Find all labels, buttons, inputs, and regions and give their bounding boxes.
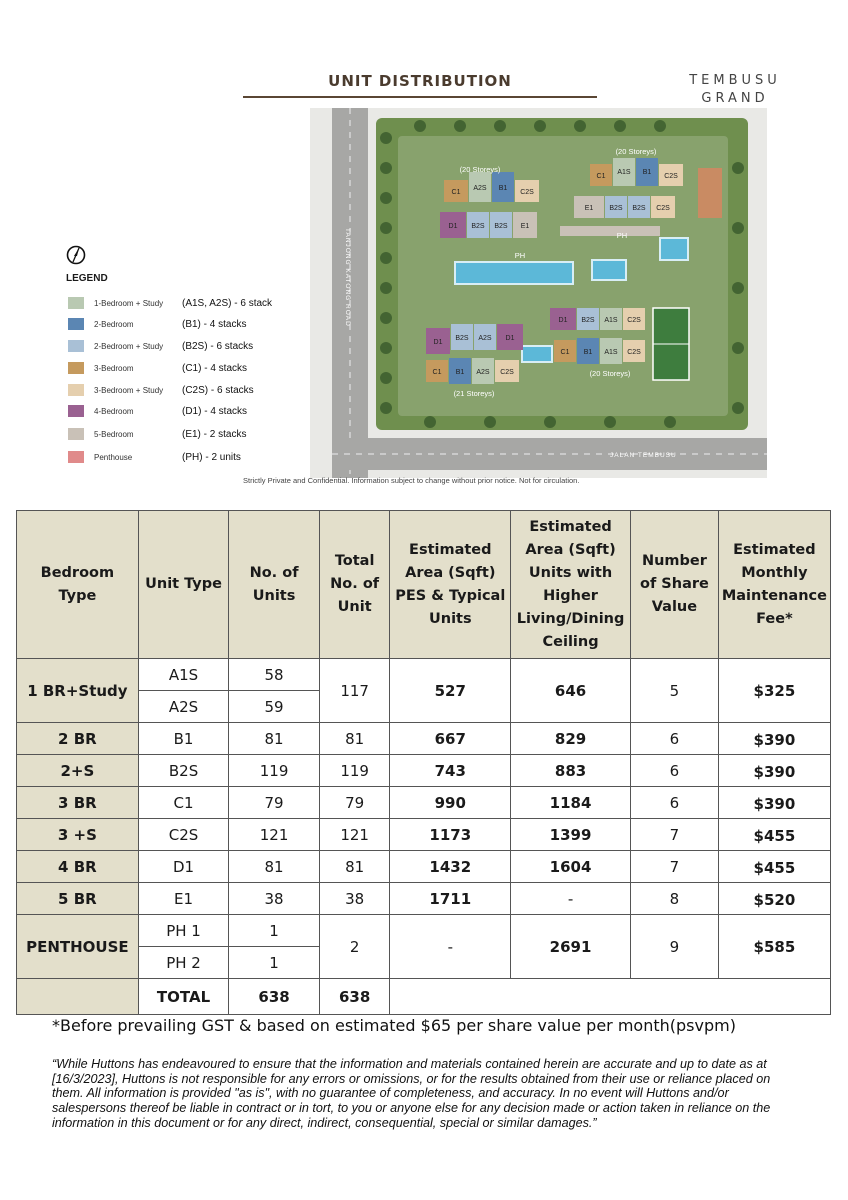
unit-type-cell: PH 2 [138, 947, 229, 979]
road-label-left: TANJONG KATONG ROAD [344, 228, 351, 327]
svg-text:A2S: A2S [473, 185, 487, 192]
legend-item [68, 296, 272, 310]
area-cell: - [390, 915, 511, 979]
unit-type-cell: D1 [138, 851, 229, 883]
units-cell: 58 [229, 659, 319, 691]
svg-text:D1: D1 [558, 317, 568, 324]
legend-swatch [68, 297, 84, 309]
share-cell: 7 [631, 851, 719, 883]
svg-text:D1: D1 [505, 335, 515, 342]
area-high-cell: 1604 [511, 851, 631, 883]
legend-label: 3-Bedroom [94, 363, 134, 373]
table-row [17, 883, 831, 915]
share-cell: 5 [631, 659, 719, 723]
legend-info: (C1) - 4 stacks [182, 362, 248, 374]
legend-swatch [68, 340, 84, 352]
table-row [17, 659, 831, 691]
north-compass-icon [66, 245, 86, 265]
unit-type-cell: B2S [138, 755, 229, 787]
total-cell: 121 [319, 819, 390, 851]
svg-text:B1: B1 [583, 349, 593, 356]
svg-text:(20 Storeys): (20 Storeys) [615, 147, 657, 156]
road-label-bottom: JALAN TEMBUSU [610, 452, 677, 459]
column-header: Number of Share Value [631, 511, 719, 659]
units-cell: 59 [229, 691, 319, 723]
svg-text:E1: E1 [584, 205, 594, 212]
svg-text:PH: PH [616, 231, 628, 240]
legend-item [68, 383, 254, 397]
legend-label: 1-Bedroom + Study [94, 298, 164, 308]
column-header: Estimated Area (Sqft) Units with Higher Living/Dining Ceiling [511, 511, 631, 659]
svg-text:B2S: B2S [581, 317, 595, 324]
svg-text:(21 Storeys): (21 Storeys) [453, 389, 495, 398]
unit-type-cell: PH 1 [138, 915, 229, 947]
area-cell: 667 [390, 723, 511, 755]
total-label-cell: TOTAL [138, 979, 229, 1015]
svg-text:B2S: B2S [471, 223, 485, 230]
area-cell: 1711 [390, 883, 511, 915]
units-cell: 121 [229, 819, 319, 851]
legend-info: (B1) - 4 stacks [182, 318, 247, 330]
legend-item [68, 450, 241, 464]
legend-swatch [68, 428, 84, 440]
legend-item [68, 317, 246, 331]
total-cell: 81 [319, 851, 390, 883]
empty-cell [17, 979, 139, 1015]
ph-label: PH [514, 251, 526, 260]
svg-text:(20 Storeys): (20 Storeys) [589, 369, 631, 378]
unit-type-cell: C2S [138, 819, 229, 851]
legend-swatch [68, 451, 84, 463]
fee-cell: $585 [718, 915, 830, 979]
site-plan-map [310, 108, 767, 478]
unit-type-cell: B1 [138, 723, 229, 755]
column-header: Bedroom Type [17, 511, 139, 659]
swimming-pool [455, 262, 573, 284]
brand-line-2: GRAND [701, 91, 769, 106]
fee-cell: $325 [718, 659, 830, 723]
legend-swatch [68, 405, 84, 417]
legal-disclaimer: “While Huttons has endeavoured to ensure that the information and materials contained herein are accurate and up to date as at [16/3/2023], Huttons is not responsible for any errors or omissions, or for the results obtained from their use or reliance placed on them. All information is provided "as is", with no guarantee of completeness, and accuracy. In no event will Huttons and/or salespersons thereof be liable in contract or in tort, to you or anyone else for any decision made or action taken in reliance on the information in this document or for any direct, indirect, consequential, special or similar damages.” [52, 1057, 771, 1130]
svg-text:B2S: B2S [494, 223, 508, 230]
title-underline [243, 96, 597, 98]
svg-text:B2S: B2S [609, 205, 623, 212]
legend-info: (E1) - 2 stacks [182, 428, 247, 440]
legend-swatch [68, 384, 84, 396]
brand-line-1: TEMBUSU [689, 73, 781, 88]
svg-text:B2S: B2S [632, 205, 646, 212]
legend-label: Penthouse [94, 452, 133, 462]
fee-cell: $390 [718, 787, 830, 819]
share-cell: 8 [631, 883, 719, 915]
page-title: UNIT DISTRIBUTION [328, 72, 512, 90]
svg-text:C2S: C2S [520, 189, 534, 196]
fee-cell: $390 [718, 755, 830, 787]
area-high-cell: 1184 [511, 787, 631, 819]
svg-text:A2S: A2S [478, 335, 492, 342]
bedroom-type-cell: 2+S [17, 755, 139, 787]
area-cell: 527 [390, 659, 511, 723]
svg-text:E1: E1 [520, 223, 530, 230]
share-cell: 9 [631, 915, 719, 979]
legend-swatch [68, 362, 84, 374]
bedroom-type-cell: 4 BR [17, 851, 139, 883]
svg-text:C2S: C2S [664, 173, 678, 180]
empty-cell [390, 979, 831, 1015]
legend-item [68, 361, 247, 375]
legend-info: (A1S, A2S) - 6 stack [182, 297, 273, 309]
total-cell: 2 [319, 915, 390, 979]
brand-logo [680, 72, 790, 108]
units-cell: 119 [229, 755, 319, 787]
legend-info: (B2S) - 6 stacks [182, 340, 254, 352]
bedroom-type-cell: 3 BR [17, 787, 139, 819]
units-cell: 38 [229, 883, 319, 915]
legend-info: (PH) - 2 units [182, 451, 241, 463]
total-cell: 117 [319, 659, 390, 723]
bedroom-type-cell: 5 BR [17, 883, 139, 915]
column-header: Estimated Monthly Maintenance Fee* [718, 511, 830, 659]
table-row [17, 851, 831, 883]
legend-label: 3-Bedroom + Study [94, 385, 164, 395]
total-units-cell: 638 [229, 979, 319, 1015]
area-cell: 1173 [390, 819, 511, 851]
total-cell: 79 [319, 787, 390, 819]
svg-text:C1: C1 [451, 189, 461, 196]
fee-cell: $390 [718, 723, 830, 755]
legend-info: (D1) - 4 stacks [182, 405, 248, 417]
unit-type-cell: C1 [138, 787, 229, 819]
svg-text:C1: C1 [432, 369, 442, 376]
svg-text:A1S: A1S [604, 349, 618, 356]
fee-cell: $455 [718, 851, 830, 883]
grand-total-cell: 638 [319, 979, 390, 1015]
legend-label: 2-Bedroom + Study [94, 341, 164, 351]
units-cell: 1 [229, 947, 319, 979]
table-row [17, 819, 831, 851]
svg-text:D1: D1 [448, 223, 458, 230]
svg-text:B1: B1 [498, 185, 508, 192]
fee-cell: $520 [718, 883, 830, 915]
total-row [17, 979, 831, 1015]
unit-type-cell: A1S [138, 659, 229, 691]
svg-text:B1: B1 [455, 369, 465, 376]
total-cell: 119 [319, 755, 390, 787]
units-cell: 79 [229, 787, 319, 819]
unit-distribution-table [16, 510, 831, 1015]
svg-text:C2S: C2S [627, 317, 641, 324]
bedroom-type-cell: PENTHOUSE [17, 915, 139, 979]
share-cell: 7 [631, 819, 719, 851]
siteplan-disclaimer: Strictly Private and Confidential. Information subject to change without prior notice. Not for circulation. [243, 476, 580, 485]
area-cell: 1432 [390, 851, 511, 883]
legend-info: (C2S) - 6 stacks [182, 384, 254, 396]
bedroom-type-cell: 3 +S [17, 819, 139, 851]
bedroom-type-cell: 2 BR [17, 723, 139, 755]
svg-text:C2S: C2S [627, 349, 641, 356]
svg-text:B2S: B2S [455, 335, 469, 342]
legend-item [68, 404, 247, 418]
table-row [17, 755, 831, 787]
bedroom-type-cell: 1 BR+Study [17, 659, 139, 723]
table-header-row [17, 511, 831, 659]
area-high-cell: 829 [511, 723, 631, 755]
total-cell: 81 [319, 723, 390, 755]
svg-text:A2S: A2S [476, 369, 490, 376]
svg-text:(20 Storeys): (20 Storeys) [459, 165, 501, 174]
total-cell: 38 [319, 883, 390, 915]
gst-footnote: *Before prevailing GST & based on estimated $65 per share value per month(psvpm) [52, 1016, 736, 1035]
legend-item [68, 427, 246, 441]
legend-label: 5-Bedroom [94, 429, 134, 439]
units-cell: 81 [229, 851, 319, 883]
svg-text:D1: D1 [433, 339, 443, 346]
column-header: Total No. of Unit [319, 511, 390, 659]
legend-label: 2-Bedroom [94, 319, 134, 329]
area-high-cell: 646 [511, 659, 631, 723]
area-cell: 990 [390, 787, 511, 819]
fee-cell: $455 [718, 819, 830, 851]
area-cell: 743 [390, 755, 511, 787]
legend-label: 4-Bedroom [94, 406, 134, 416]
area-high-cell: 2691 [511, 915, 631, 979]
units-cell: 81 [229, 723, 319, 755]
svg-text:B1: B1 [642, 169, 652, 176]
svg-text:A1S: A1S [604, 317, 618, 324]
column-header: Estimated Area (Sqft) PES & Typical Units [390, 511, 511, 659]
share-cell: 6 [631, 787, 719, 819]
legend-swatch [68, 318, 84, 330]
share-cell: 6 [631, 755, 719, 787]
svg-text:C2S: C2S [500, 369, 514, 376]
legend-title: LEGEND [66, 273, 108, 284]
svg-text:C2S: C2S [656, 205, 670, 212]
units-cell: 1 [229, 915, 319, 947]
column-header: No. of Units [229, 511, 319, 659]
table-row [17, 723, 831, 755]
unit-type-cell: E1 [138, 883, 229, 915]
column-header: Unit Type [138, 511, 229, 659]
area-high-cell: 1399 [511, 819, 631, 851]
area-high-cell: 883 [511, 755, 631, 787]
table-row [17, 915, 831, 947]
svg-text:C1: C1 [560, 349, 570, 356]
area-high-cell: - [511, 883, 631, 915]
unit-type-cell: A2S [138, 691, 229, 723]
table-row [17, 787, 831, 819]
svg-text:C1: C1 [596, 173, 606, 180]
legend-item [68, 339, 253, 353]
share-cell: 6 [631, 723, 719, 755]
svg-text:A1S: A1S [617, 169, 631, 176]
